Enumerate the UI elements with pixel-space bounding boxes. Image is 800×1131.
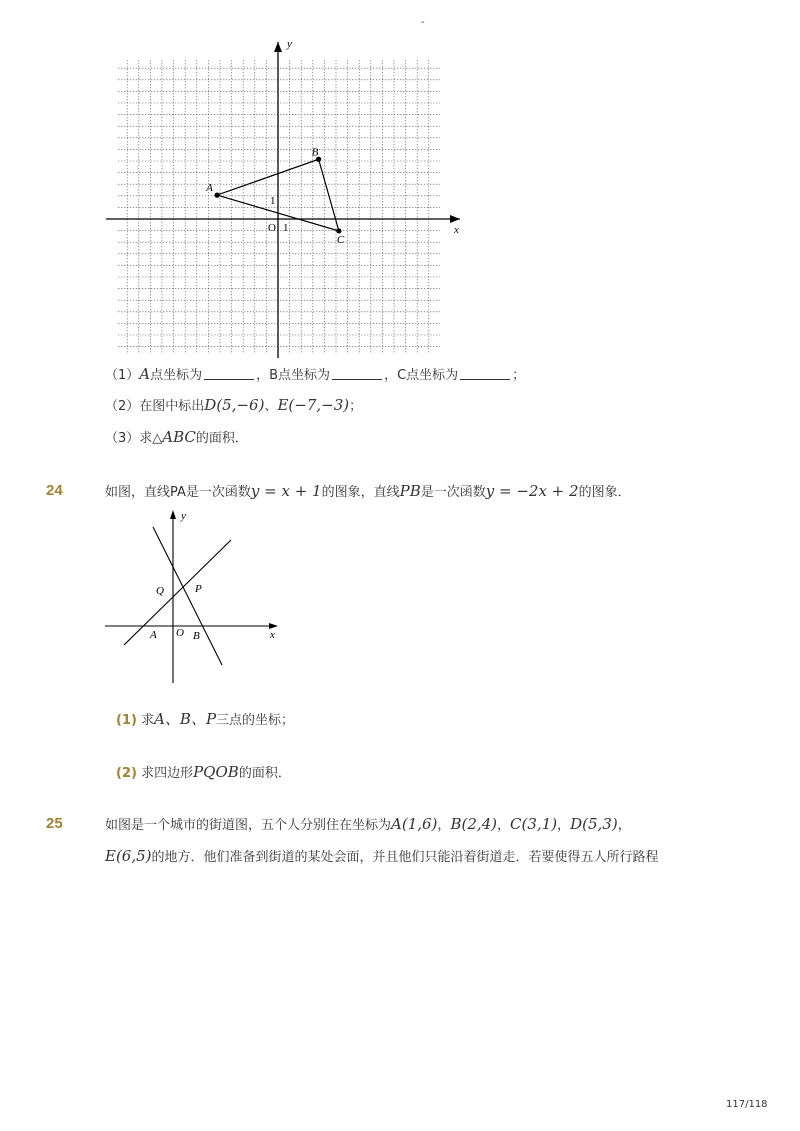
triangle-name: ABC [162, 428, 196, 446]
comma: ， [497, 818, 511, 833]
fig2-label-y: y [181, 510, 186, 522]
fig2-label-b: B [193, 630, 200, 642]
line-pb: PB [399, 482, 421, 500]
q23-part2-number: （2） [105, 399, 140, 414]
q23-part3-text: 求△ [139, 431, 163, 446]
point-d: D(5,−6) [204, 396, 265, 414]
comma: ， [617, 818, 631, 833]
unit-y-label: 1 [270, 195, 276, 207]
y-axis-label: y [287, 38, 292, 50]
q23-part2-text: 在图中标出 [139, 399, 205, 414]
fig2-y-arrow [170, 510, 176, 519]
point-d-q25: D(5,3) [570, 815, 618, 833]
point-a-dot [215, 193, 220, 198]
top-mark: - [421, 17, 425, 28]
q23-part1 [105, 365, 525, 385]
point-c: C(3,1) [510, 815, 558, 833]
grid-lines [118, 60, 440, 354]
fig2-label-p: P [195, 583, 202, 595]
q24-sub2 [116, 763, 291, 783]
fig2-label-a: A [150, 629, 157, 641]
q24-sub2-number: (2) [116, 766, 137, 781]
q23-part2 [105, 396, 362, 416]
q25-line2-text: 的地方．他们准备到街道的某处会面，并且他们只能沿着街道走．若要使得五人所行路程 [151, 850, 659, 865]
q23-part1-number: （1） [105, 368, 140, 383]
point-c-label: C [336, 233, 345, 246]
answer-blank-b[interactable] [332, 367, 382, 380]
q24-stem-2: 的图象，直线 [321, 485, 400, 500]
q24-stem-1: 如图，直线PA是一次函数 [105, 485, 251, 500]
q24-sub2-text-a: 求四边形 [141, 766, 194, 781]
point-b-label: B [311, 146, 319, 159]
separator: 、 [264, 399, 278, 414]
q24-sub1-vars: A、B、P [154, 710, 217, 728]
q23-part2-end: ； [349, 399, 363, 414]
q23-part1-end: ； [512, 368, 526, 383]
point-e-q25: E(6,5) [105, 847, 152, 865]
q23-part3-number: （3） [105, 431, 140, 446]
fig2-label-q: Q [156, 585, 164, 597]
q23-part1-c-text: ，C点坐标为 [384, 368, 459, 383]
q24-sub1-number: (1) [116, 713, 137, 728]
point-b: B(2,4) [450, 815, 498, 833]
q24-stem-3: 是一次函数 [420, 485, 486, 500]
point-c-dot [336, 228, 341, 233]
origin-label: O [268, 222, 276, 234]
equation-pa: y = x + 1 [250, 482, 322, 500]
y-axis-arrow [274, 42, 282, 52]
answer-blank-a[interactable] [204, 367, 254, 380]
q24-sub2-vars: PQOB [193, 763, 239, 781]
answer-blank-c[interactable] [460, 367, 510, 380]
page-number: 117/118 [726, 1099, 768, 1110]
fig2-label-x: x [270, 629, 275, 641]
unit-x-label: 1 [283, 222, 289, 234]
q23-part3 [105, 428, 248, 448]
point-e: E(−7,−3) [277, 396, 350, 414]
q23-part1-a-text: 点坐标为 [150, 368, 203, 383]
q24-sub2-text-b: 的面积． [238, 766, 291, 781]
q25-line1-text: 如图是一个城市的街道图，五个人分别住在坐标为 [105, 818, 392, 833]
fig2-label-o: O [176, 627, 184, 639]
q25-line1 [105, 815, 631, 835]
q23-part3-end: 的面积． [195, 431, 248, 446]
q24-sub1-text-a: 求 [141, 713, 155, 728]
q25-line2 [105, 847, 659, 867]
linear-functions-figure [100, 505, 290, 690]
q24-stem-4: 的图象． [578, 485, 631, 500]
q23-part1-b-text: ，B点坐标为 [256, 368, 331, 383]
point-a: A(1,6) [391, 815, 438, 833]
coordinate-grid-figure [100, 36, 470, 366]
comma: ， [557, 818, 571, 833]
comma: ， [437, 818, 451, 833]
question-number-25: 25 [46, 815, 63, 832]
q24-sub1 [116, 710, 294, 730]
equation-pb: y = −2x + 2 [485, 482, 579, 500]
q24-sub1-text-b: 三点的坐标； [216, 713, 295, 728]
x-axis-label: x [454, 224, 459, 236]
point-a-label: A [206, 182, 213, 195]
question-number-24: 24 [46, 482, 63, 499]
var-a: A [139, 365, 151, 383]
q24-stem [105, 482, 631, 502]
x-axis-arrow [450, 215, 460, 223]
